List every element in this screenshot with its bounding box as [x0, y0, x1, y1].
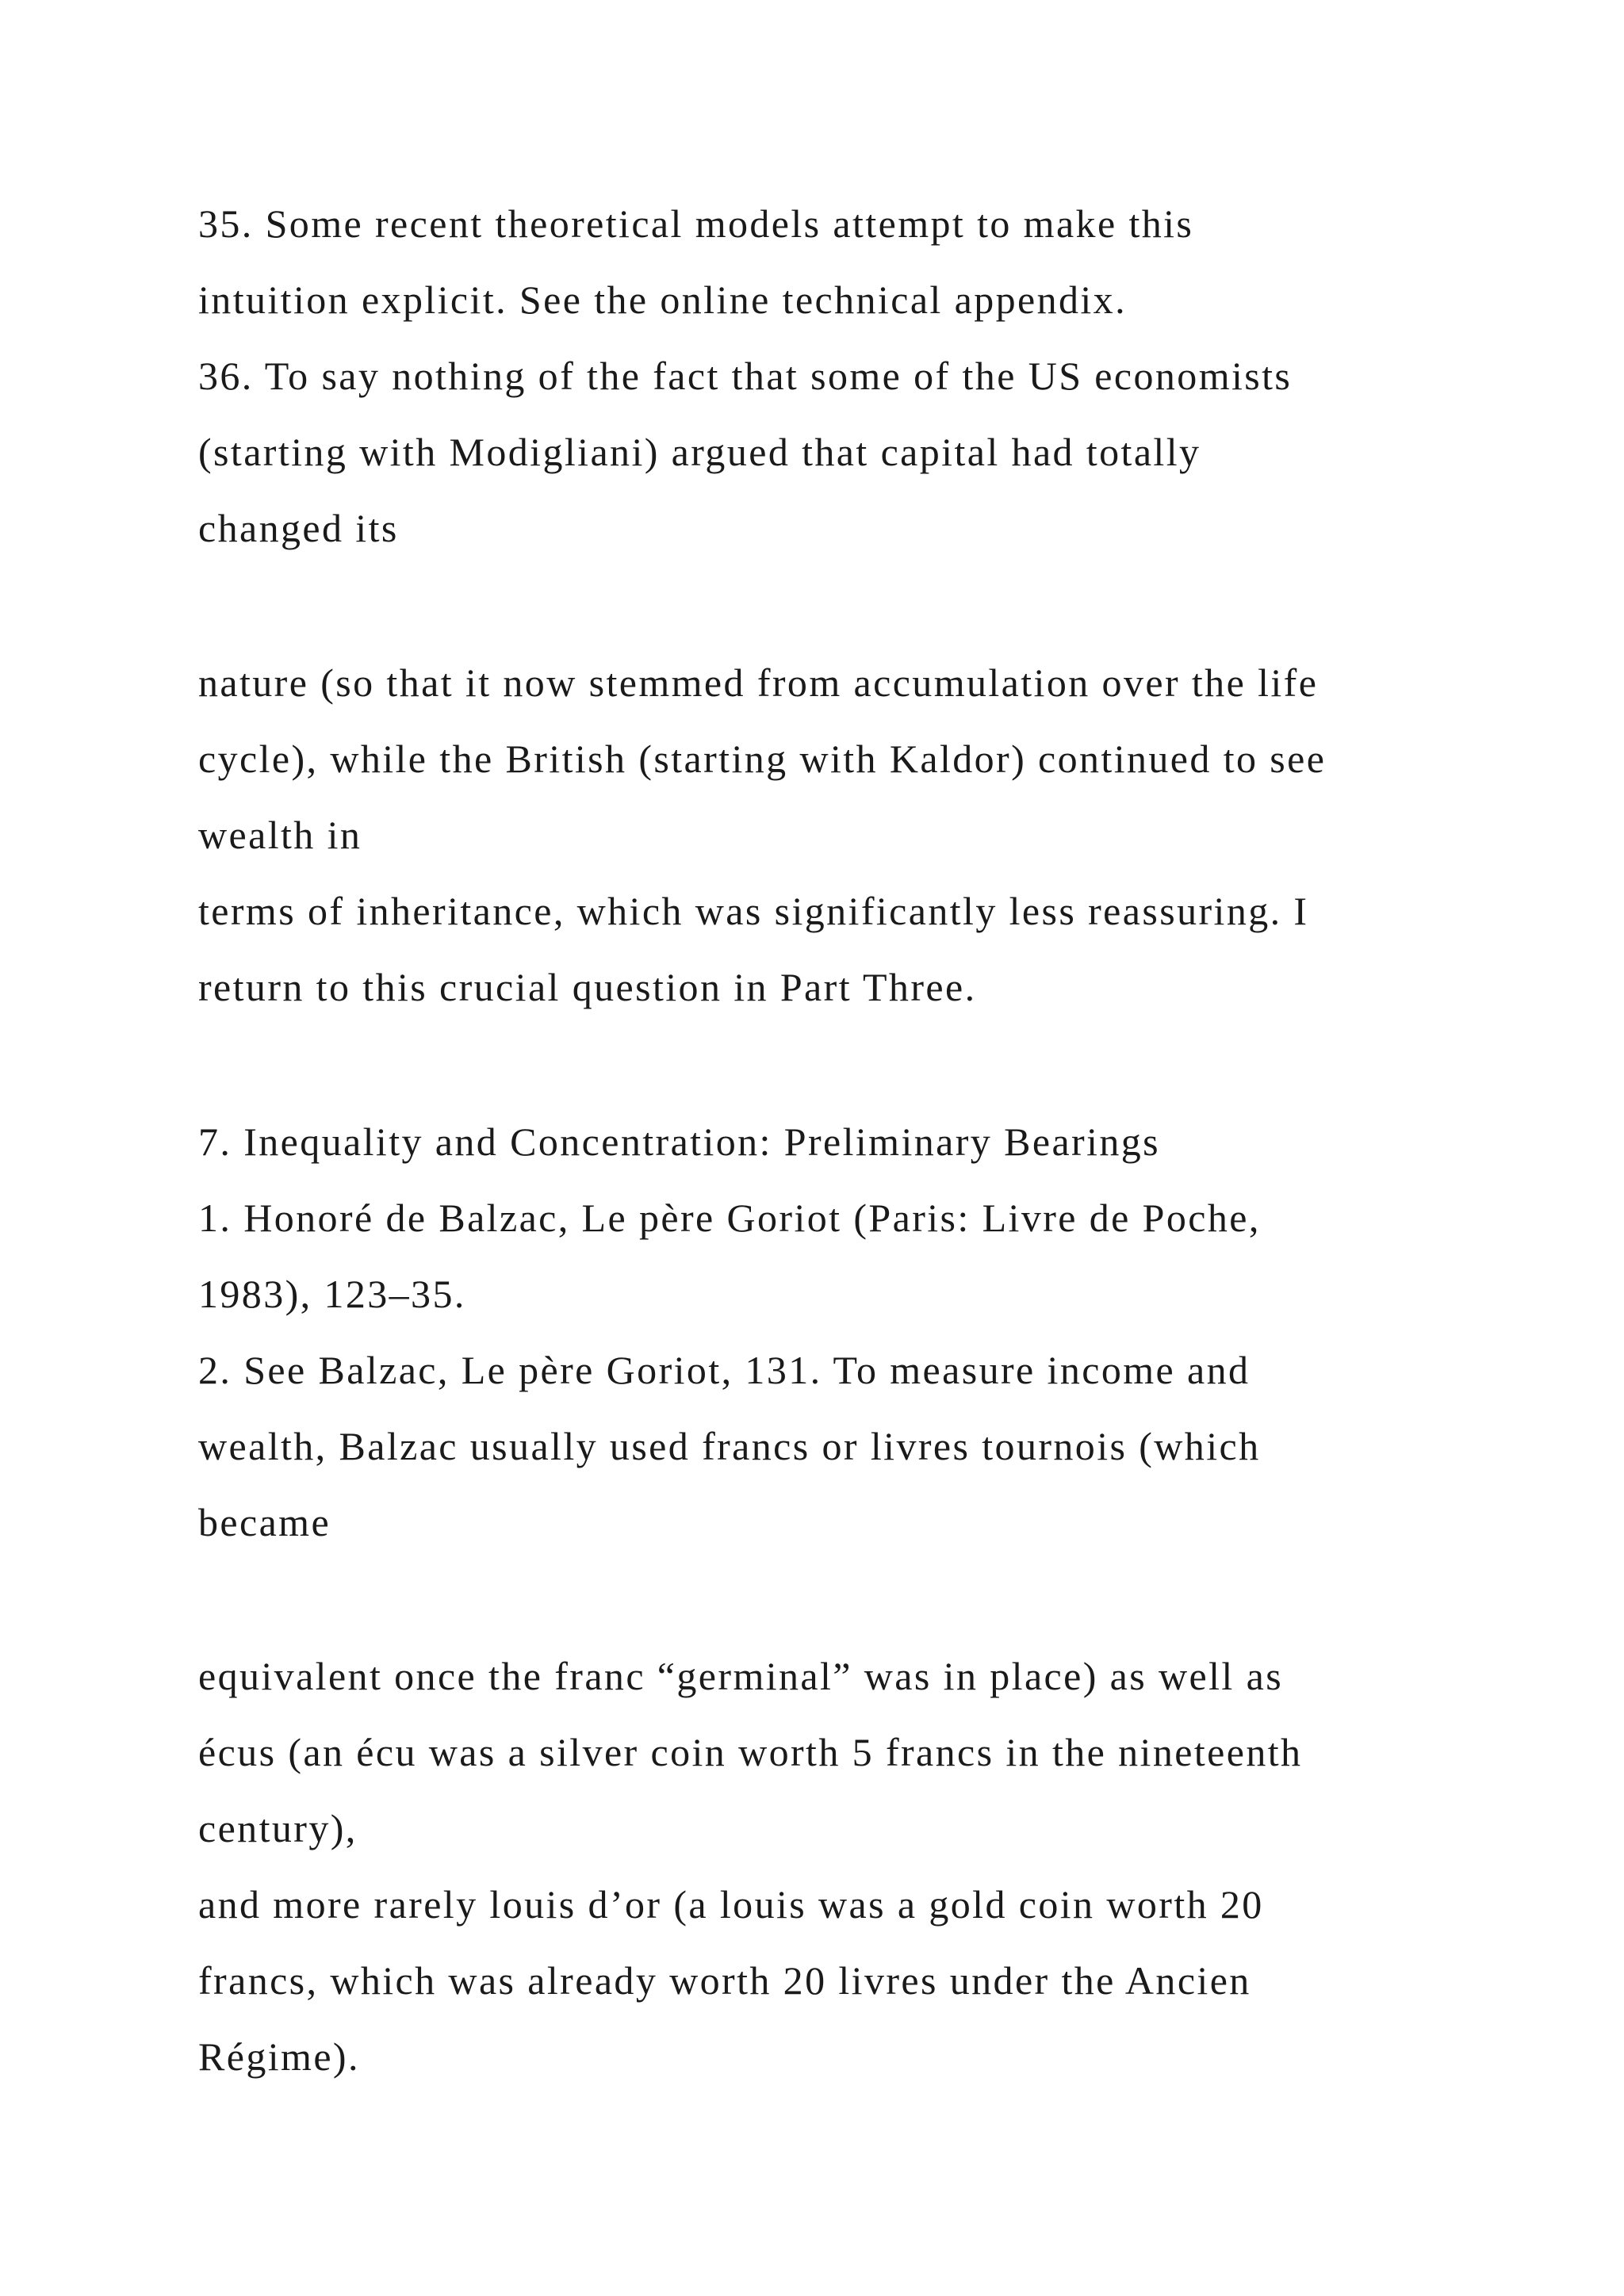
note-1-line-2: 1983), 123–35. — [198, 1272, 466, 1316]
note-36-line-1: 36. To say nothing of the fact that some of the US economists — [198, 354, 1293, 398]
note-2-line-3: became — [198, 1500, 331, 1544]
note-36-line-6: wealth in — [198, 813, 362, 857]
note-2-line-5: écus (an écu was a silver coin worth 5 francs in the nineteenth — [198, 1730, 1303, 1774]
note-35-line-2: intuition explicit. See the online technical appendix. — [198, 277, 1127, 322]
note-2-line-8: francs, which was already worth 20 livres under the Ancien — [198, 1958, 1251, 2003]
note-36-line-4: nature (so that it now stemmed from accumulation over the life — [198, 660, 1319, 705]
note-2-line-4: equivalent once the franc “germinal” was in place) as well as — [198, 1654, 1284, 1698]
note-2-line-7: and more rarely louis d’or (a louis was a gold coin worth 20 — [198, 1882, 1264, 1927]
chapter-7-heading: 7. Inequality and Concentration: Preliminary Bearings — [198, 1119, 1161, 1164]
note-1-line-1: 1. Honoré de Balzac, Le père Goriot (Paris: Livre de Poche, — [198, 1196, 1261, 1240]
note-36-line-7: terms of inheritance, which was significantly less reassuring. I — [198, 889, 1309, 933]
note-36-line-2: (starting with Modigliani) argued that capital had totally — [198, 430, 1201, 474]
note-2-line-1: 2. See Balzac, Le père Goriot, 131. To measure income and — [198, 1348, 1251, 1392]
note-36-line-3: changed its — [198, 506, 399, 550]
note-36-line-5: cycle), while the British (starting with Kaldor) continued to see — [198, 737, 1327, 781]
note-2-line-9: Régime). — [198, 2034, 360, 2079]
note-2-line-6: century), — [198, 1806, 358, 1850]
note-35-line-1: 35. Some recent theoretical models attempt to make this — [198, 201, 1194, 246]
note-2-line-2: wealth, Balzac usually used francs or livres tournois (which — [198, 1424, 1261, 1468]
note-36-line-8: return to this crucial question in Part Three. — [198, 965, 977, 1009]
